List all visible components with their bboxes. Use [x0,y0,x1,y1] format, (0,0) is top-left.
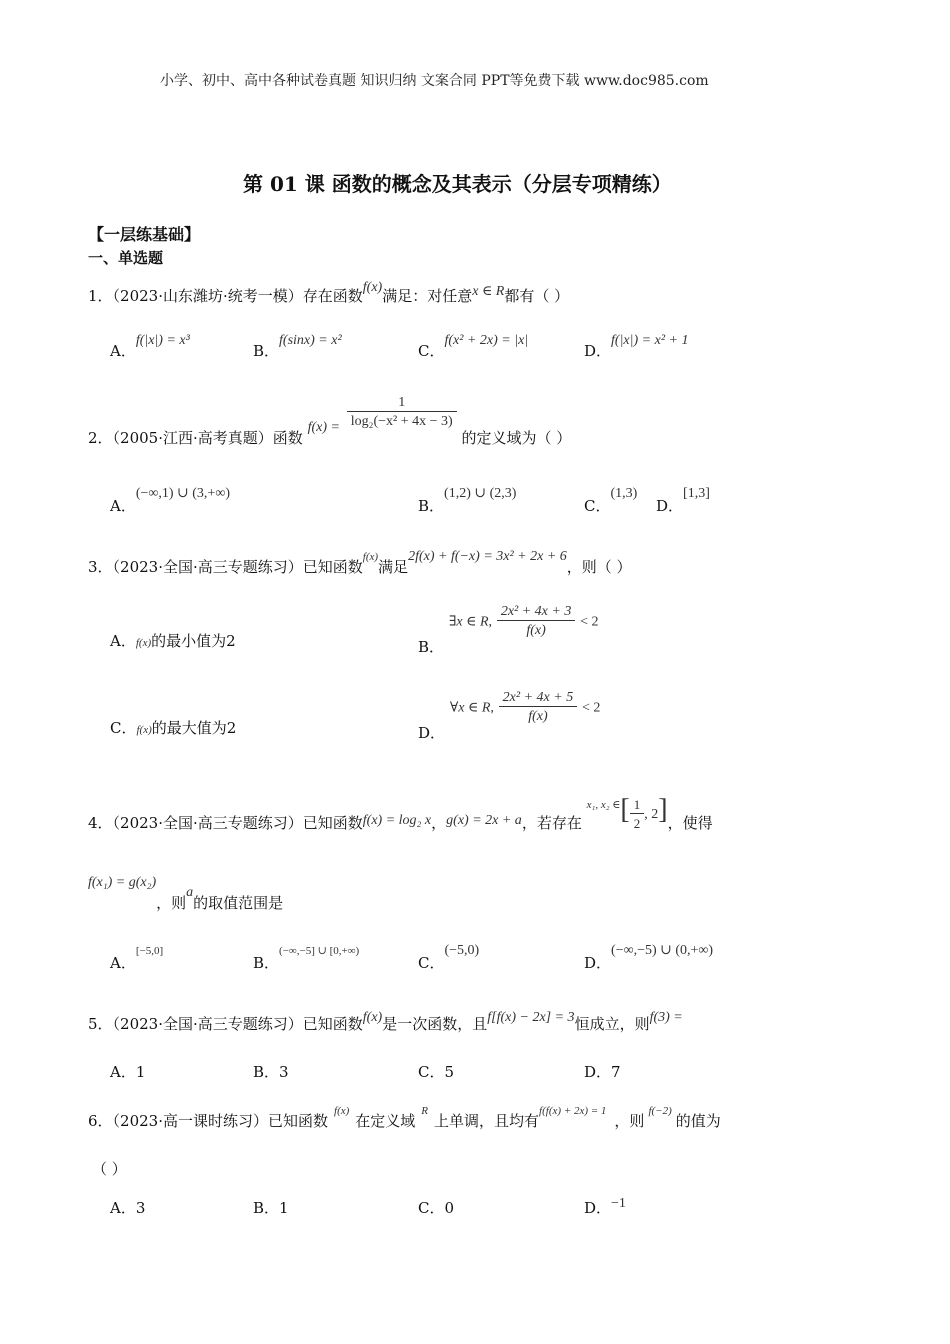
stem-text: 已知函数 [302,814,363,832]
fraction-numerator: 1 [398,395,406,410]
option-text: 的最小值为2 [151,632,236,650]
math-expression: f(3) = [649,1010,683,1025]
math-bracket: [ [620,794,630,825]
fraction-numerator: 1 [633,796,641,812]
question-source: （2005·江西·高考真题） [112,428,273,447]
option-label: C． [584,497,611,515]
option-b[interactable] [253,1061,289,1082]
option-label: B． [253,1199,280,1217]
stem-text: ，则 [614,1112,645,1130]
stem-text: 的取值范围是 [193,894,284,912]
math-expression: f(x) [362,280,383,295]
question-number: 3． [88,558,113,576]
option-text: 1 [279,1199,289,1217]
question-stem [88,780,713,832]
option-math: (−∞,−5] ∪ [0,+∞) [279,945,360,957]
option-c[interactable] [584,486,638,516]
math-fraction [630,797,645,832]
math-expression: f(x) = log₂ x [362,813,432,828]
option-text: 3 [135,1199,146,1217]
math-expression: R [421,1105,429,1117]
option-text: 1 [135,1063,146,1081]
option-a[interactable] [110,1197,145,1218]
question-stem-continued [88,875,284,912]
question-source: （2023·全国·高三专题练习） [112,814,303,832]
option-label: D． [656,497,684,515]
option-text: 的最大值为2 [151,719,237,737]
stem-text: 满足 [378,558,409,576]
option-math: (−∞,−5) ∪ (0,+∞) [611,943,714,958]
fraction-denominator: f(x) [497,620,576,639]
option-c[interactable] [110,717,236,738]
option-c[interactable] [418,943,480,973]
math-fraction [497,604,576,639]
option-label: A． [110,1063,136,1081]
fraction-denominator: 2 [630,813,645,832]
option-math: ∃x ∈ R, [448,614,493,630]
question-stem [88,1105,721,1131]
fraction-numerator: 2x² + 4x + 5 [502,690,574,705]
option-text: 0 [444,1199,455,1217]
option-label: B． [253,1063,280,1081]
option-math: [1,3] [683,486,710,501]
stem-text: 满足：对任意 [382,287,473,305]
option-math: f(x) [136,724,152,736]
question-source: （2023·全国·高三专题练习） [112,558,303,576]
math-expression: f(−2) [648,1105,672,1117]
option-label: A． [110,342,136,360]
question-source: （2023·高一课时练习） [112,1112,268,1130]
option-b[interactable] [253,1197,289,1218]
option-label: D． [584,1199,612,1217]
option-text: 3 [279,1063,289,1081]
math-expression: f(f(x) + 2x) = 1 [539,1105,607,1117]
option-d[interactable] [656,486,710,516]
option-math: f(x² + 2x) = |x| [444,333,529,348]
option-label: C． [418,1199,445,1217]
option-d[interactable] [418,690,601,742]
option-math: (−∞,1) ∪ (3,+∞) [135,486,230,501]
stem-text: 的定义域为（ ） [461,428,572,447]
option-math: ∀x ∈ R, [449,700,494,716]
question-source: （2023·全国·高三专题练习） [112,1015,303,1033]
math-expression: x ∈ R [472,284,505,299]
stem-text: ，则（ ） [566,558,632,576]
option-math: −1 [611,1196,626,1211]
question-answer-bracket: （ ） [92,1160,127,1178]
stem-text: 已知函数 [302,558,363,576]
option-a[interactable] [110,333,190,361]
math-expression: , 2 [644,807,659,822]
option-label: B． [418,637,445,656]
option-label: C． [418,342,445,360]
option-math: f(sinx) = x² [279,333,342,348]
option-d[interactable] [584,1061,621,1082]
option-label: C． [110,719,137,737]
option-b[interactable] [418,604,599,656]
math-bracket: ] [658,794,668,825]
math-expression: f(x) [334,1105,350,1117]
option-text: 5 [444,1063,455,1081]
option-d[interactable] [584,1197,626,1218]
question-number: 2． [88,428,113,447]
option-label: A． [110,1199,136,1217]
option-d[interactable] [584,333,689,361]
option-math: [−5,0] [135,945,164,957]
option-a[interactable] [110,1061,145,1082]
option-c[interactable] [418,1061,454,1082]
option-d[interactable] [584,943,714,973]
section-heading: 【一层练基础】 [88,225,201,244]
question-stem [88,395,572,447]
math-expression: f(x) [362,551,379,563]
math-fraction [347,395,457,430]
stem-text: 已知函数 [268,1112,329,1130]
option-label: C． [418,1063,445,1081]
option-math: f(|x|) = x² + 1 [611,333,689,348]
stem-text: ，若存在 [521,814,582,832]
fraction-denominator: f(x) [499,706,578,725]
math-expression: a [186,885,194,900]
math-expression: x₁, x₂ ∈ [586,799,621,811]
stem-text: 上单调，且均有 [434,1112,540,1130]
option-text: 7 [611,1063,621,1081]
question-number: 1． [88,287,113,305]
option-label: A． [110,497,136,515]
question-number: 4． [88,814,113,832]
option-label: A． [110,954,136,972]
option-b[interactable] [418,486,517,516]
option-a[interactable] [110,630,236,651]
option-a[interactable] [110,945,164,973]
stem-text: 函数 [272,428,303,447]
option-label: B． [253,954,280,972]
question-number: 5． [88,1015,113,1033]
option-b[interactable] [253,333,342,361]
fraction-denominator: log₂(−x² + 4x − 3) [347,411,457,430]
option-math: (1,3) [610,486,638,501]
question-stem [88,280,570,306]
stem-text: 存在函数 [302,287,363,305]
stem-text: ，使得 [667,814,713,832]
option-math: (1,2) ∪ (2,3) [444,486,517,501]
math-expression: f[f(x) − 2x] = 3 [487,1010,575,1025]
question-stem [88,549,632,577]
math-expression: f(x) [362,1010,383,1025]
math-expression: f(x) = [307,419,340,435]
option-label: B． [253,342,280,360]
option-label: A． [110,632,136,650]
stem-text: 恒成立，则 [574,1015,650,1033]
option-math: (−5,0) [444,943,480,958]
option-math: f(x) [135,637,152,649]
option-label: D． [584,1063,612,1081]
page-title: 第 01 课 函数的概念及其表示（分层专项精练） [243,172,672,196]
math-fraction [499,690,578,725]
question-stem [88,1010,683,1034]
option-math: < 2 [580,614,599,630]
option-c[interactable] [418,1197,454,1218]
math-expression: g(x) = 2x + a [446,813,522,828]
stem-text: 的值为 [675,1112,721,1130]
option-label: D． [584,954,612,972]
math-expression: f(x₁) = g(x₂) [88,875,157,890]
option-c[interactable] [418,333,529,361]
stem-text: ，则 [156,894,187,912]
option-label: B． [418,497,445,515]
option-math: f(|x|) = x³ [135,333,190,348]
question-source: （2023·山东潍坊·统考一模） [112,287,303,305]
option-a[interactable] [110,486,230,516]
stem-text: 已知函数 [302,1015,363,1033]
subsection-heading: 一、单选题 [88,249,164,267]
option-label: C． [418,954,445,972]
stem-text: ， [431,814,447,832]
stem-text: 在定义域 [355,1112,416,1130]
option-math: < 2 [581,700,601,716]
site-banner: 小学、初中、高中各种试卷真题 知识归纳 文案合同 PPT等免费下载 www.doc985.com [160,73,709,89]
stem-text: 是一次函数，且 [382,1015,488,1033]
option-label: D． [584,342,612,360]
math-expression: 2f(x) + f(−x) = 3x² + 2x + 6 [408,549,567,564]
stem-text: 都有（ ） [504,287,570,305]
option-label: D． [418,723,446,742]
fraction-numerator: 2x² + 4x + 3 [500,604,572,619]
question-number: 6． [88,1112,113,1130]
